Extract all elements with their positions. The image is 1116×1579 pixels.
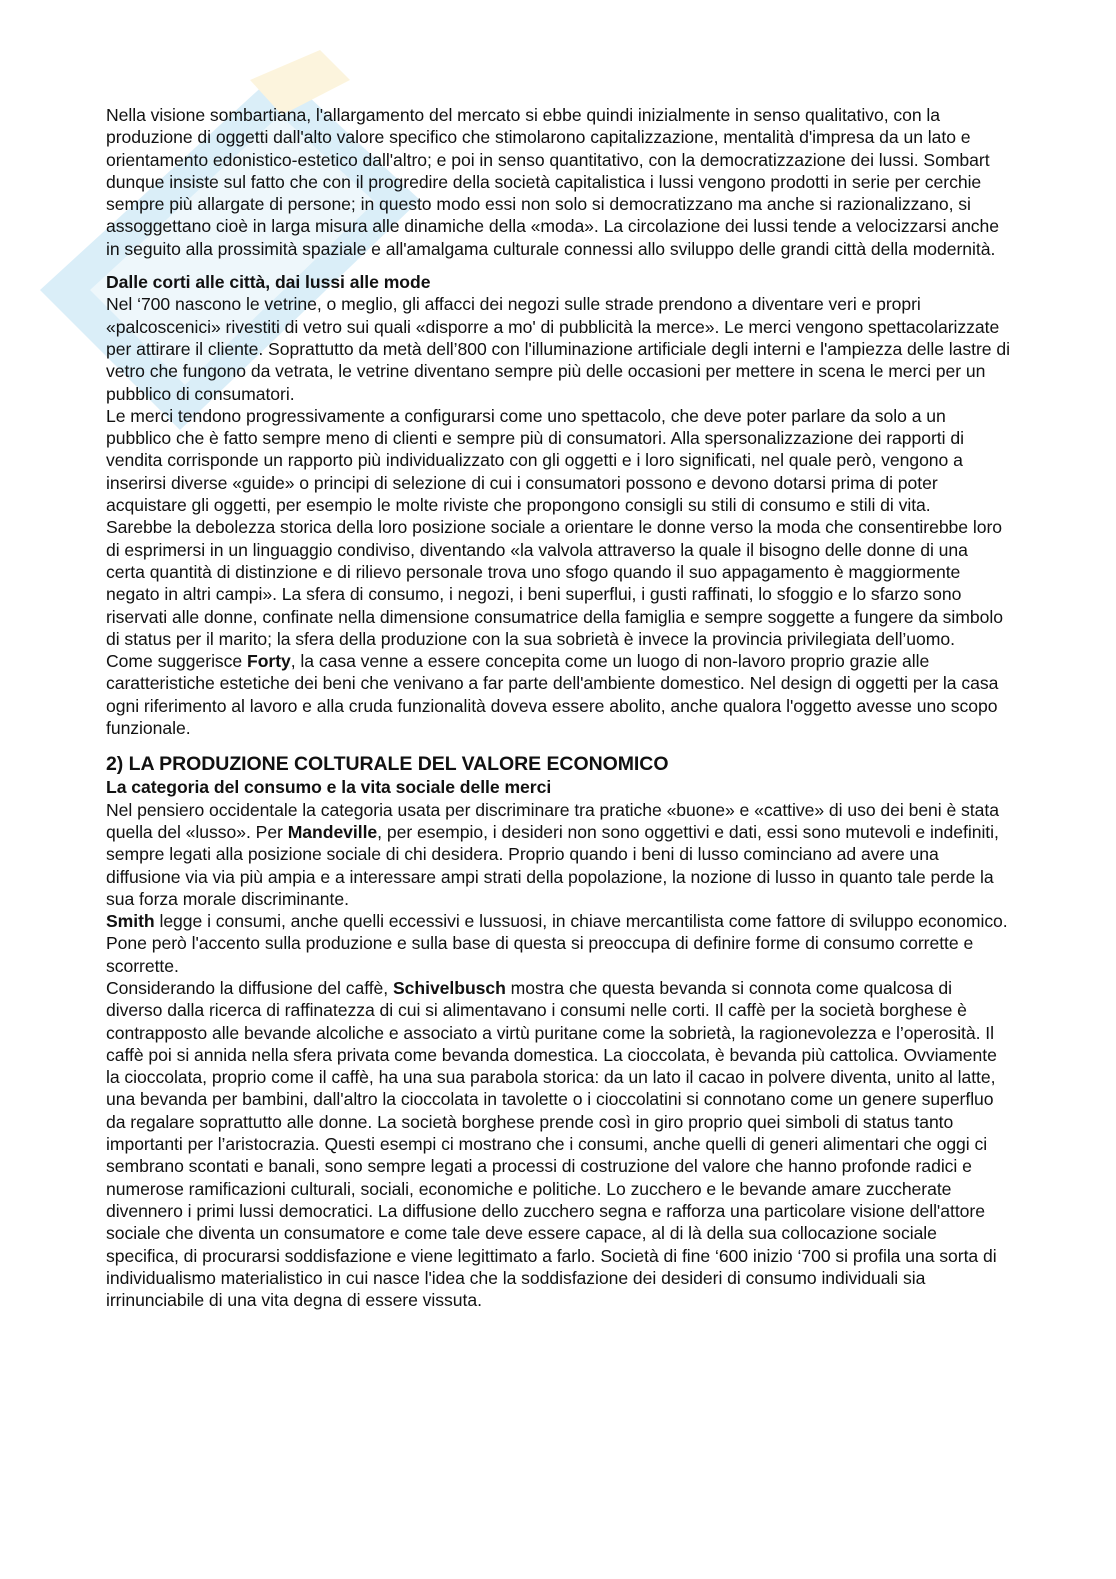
- paragraph-mandeville: [106, 799, 1011, 910]
- text-segment: mostra che questa bevanda si connota come qualcosa di diverso dalla ricerca di raffinatezza di cui si alimentavano i consumi nelle corti. Il caffè per la società borghese è contrapposto alle bevande alcoliche e associato a virtù puritane come la sobrietà, la ragionevolezza e l’operosità. Il caffè poi si annida nella sfera privata come bevanda domestica. La cioccolata, è bevanda più cattolica. Ovviamente la cioccolata, proprio come il caffè, ha una sua parabola storica: da un lato il cacao in polvere diventa, unito al latte, una bevanda per bambini, dall'altro la cioccolata in tavolette o i cioccolatini si connotano come un genere superfluo da regalare soprattutto alle donne. La società borghese prende così in giro proprio quei simboli di status tanto importanti per l’aristocrazia. Questi esempi ci mostrano che i consumi, anche quelli di generi alimentari che oggi ci sembrano scontati e banali, sono sempre legati a processi di costruzione del valore che hanno profonde radici e numerose ramificazioni culturali, sociali, economiche e politiche. Lo zucchero e le bevande amare zuccherate divennero i primi lussi democratici. La diffusione dello zucchero segna e rafforza una particolare visione dell'attore sociale che diventa un consumatore e come tale deve essere capace, al di là della sua collocazione sociale specifica, di procurarsi soddisfazione e viene legittimato a farlo. Società di fine ‘600 inizio ‘700 si profila una sorta di individualismo materialistico in cui nasce l'idea che la soddisfazione dei desideri di consumo individuali sia irrinunciabile di una vita degna di essere vissuta.: [106, 977, 997, 1311]
- text-segment: Nel pensiero occidentale la categoria usata per discriminare tra pratiche «buone» e «cattive» di uso dei beni è stata quella del «lusso». Per: [106, 799, 999, 842]
- paragraph-forty: [106, 650, 1011, 739]
- paragraph-smith: [106, 910, 1011, 977]
- paragraph-donne-moda: Sarebbe la debolezza storica della loro posizione sociale a orientare le donne verso la moda che consentirebbe loro di esprimersi in un linguaggio condiviso, diventando «la valvola attraverso la quale il bisogno delle donne di una certa quantità di distinzione e di rilievo personale trova uno sfogo quando il suo appagamento è maggiormente negato in altri campi». La sfera di consumo, i negozi, i beni superflui, i gusti raffinati, lo sfoggio e lo sfarzo sono riservati alle donne, confinate nella dimensione consumatrice della famiglia e sempre soggette a fungere da simbolo di status per il marito; la sfera della produzione con la sua sobrietà è invece la provincia privilegiata dell’uomo.: [106, 517, 1003, 649]
- text-segment: , per esempio, i desideri non sono oggettivi e dati, essi sono mutevoli e indefiniti, sempre legati alla posizione sociale di chi desidera. Proprio quando i beni di lusso cominciano ad avere una diffusione via via più ampia e a interessare ampi strati della popolazione, la nozione di lusso in quanto tale perde la sua forza morale discriminante.: [106, 821, 999, 909]
- paragraph-schivelbusch: [106, 977, 1011, 1311]
- paragraph-sombart: Nella visione sombartiana, l'allargamento del mercato si ebbe quindi inizialmente in senso qualitativo, con la produzione di oggetti dall'alto valore specifico che stimolarono capitalizzazione, mentalità d'impresa da un lato e orientamento edonistico-estetico dall'altro; e poi in senso quantitativo, con la democratizzazione dei lussi. Sombart dunque insiste sul fatto che con il progredire della società capitalistica i lussi vengono prodotti in serie per cerchie sempre più allargate di persone; in questo modo essi non solo si democratizzano ma anche si razionalizzano, si assoggettano cioè in larga misura alle dinamiche della «moda». La circolazione dei lussi tende a velocizzarsi anche in seguito alla prossimità spaziale e all'amalgama culturale connessi allo sviluppo delle grandi città della modernità.: [106, 105, 1000, 259]
- text-segment: , la casa venne a essere concepita come un luogo di non-lavoro proprio grazie alle caratteristiche estetiche dei beni che venivano a far parte dell'ambiente domestico. Nel design di oggetti per la casa ogni riferimento al lavoro e alla cruda funzionalità doveva essere abolito, anche qualora l'oggetto avesse uno scopo funzionale.: [106, 651, 999, 739]
- text-segment: legge i consumi, anche quelli eccessivi e lussuosi, in chiave mercantilista come fattore di sviluppo economico. Pone però l'accento sulla produzione e sulla base di questa si preoccupa di definire forme di consumo corrette e scorrette.: [106, 911, 1008, 976]
- document-page: [106, 104, 1011, 1311]
- paragraph-vetrine: Nel ‘700 nascono le vetrine, o meglio, gli affacci dei negozi sulle strade prendono a diventare veri e propri «palcoscenici» rivestiti di vetro sui quali «disporre a mo' di pubblicità la merce». Le merci vengono spettacolarizzate per attirare il cliente. Soprattutto da metà dell’800 con l'illuminazione artificiale degli interni e l'ampiezza delle lastre di vetro che fungono da vetrata, le vetrine diventano sempre più delle occasioni per mettere in scena le merci per un pubblico di consumatori.: [106, 294, 1010, 404]
- section-title-produzione-colturale: 2) LA PRODUZIONE COLTURALE DEL VALORE ECONOMICO: [106, 753, 669, 776]
- author-name-smith: Smith: [106, 911, 155, 932]
- text-segment: Come suggerisce: [106, 651, 247, 672]
- heading-categoria-consumo: La categoria del consumo e la vita sociale delle merci: [106, 777, 552, 798]
- author-name-forty: Forty: [247, 651, 291, 672]
- author-name-mandeville: Mandeville: [287, 821, 378, 842]
- author-name-schivelbusch: Schivelbusch: [392, 977, 506, 998]
- heading-corti-citta: Dalle corti alle città, dai lussi alle mode: [106, 272, 431, 293]
- text-segment: Considerando la diffusione del caffè,: [106, 977, 393, 998]
- paragraph-merci-spettacolo: Le merci tendono progressivamente a configurarsi come uno spettacolo, che deve poter parlare da solo a un pubblico che è fatto sempre meno di clienti e sempre più di consumatori. Alla spersonalizzazione dei rapporti di vendita corrisponde un rapporto più individualizzato con gli oggetti e i loro significati, nel quale però, vengono a inserirsi diverse «guide» o principi di selezione di cui i consumatori possono e devono dotarsi prima di poter acquistare gli oggetti, per esempio le molte riviste che propongono consigli su stili di consumo e stili di vita.: [106, 405, 964, 516]
